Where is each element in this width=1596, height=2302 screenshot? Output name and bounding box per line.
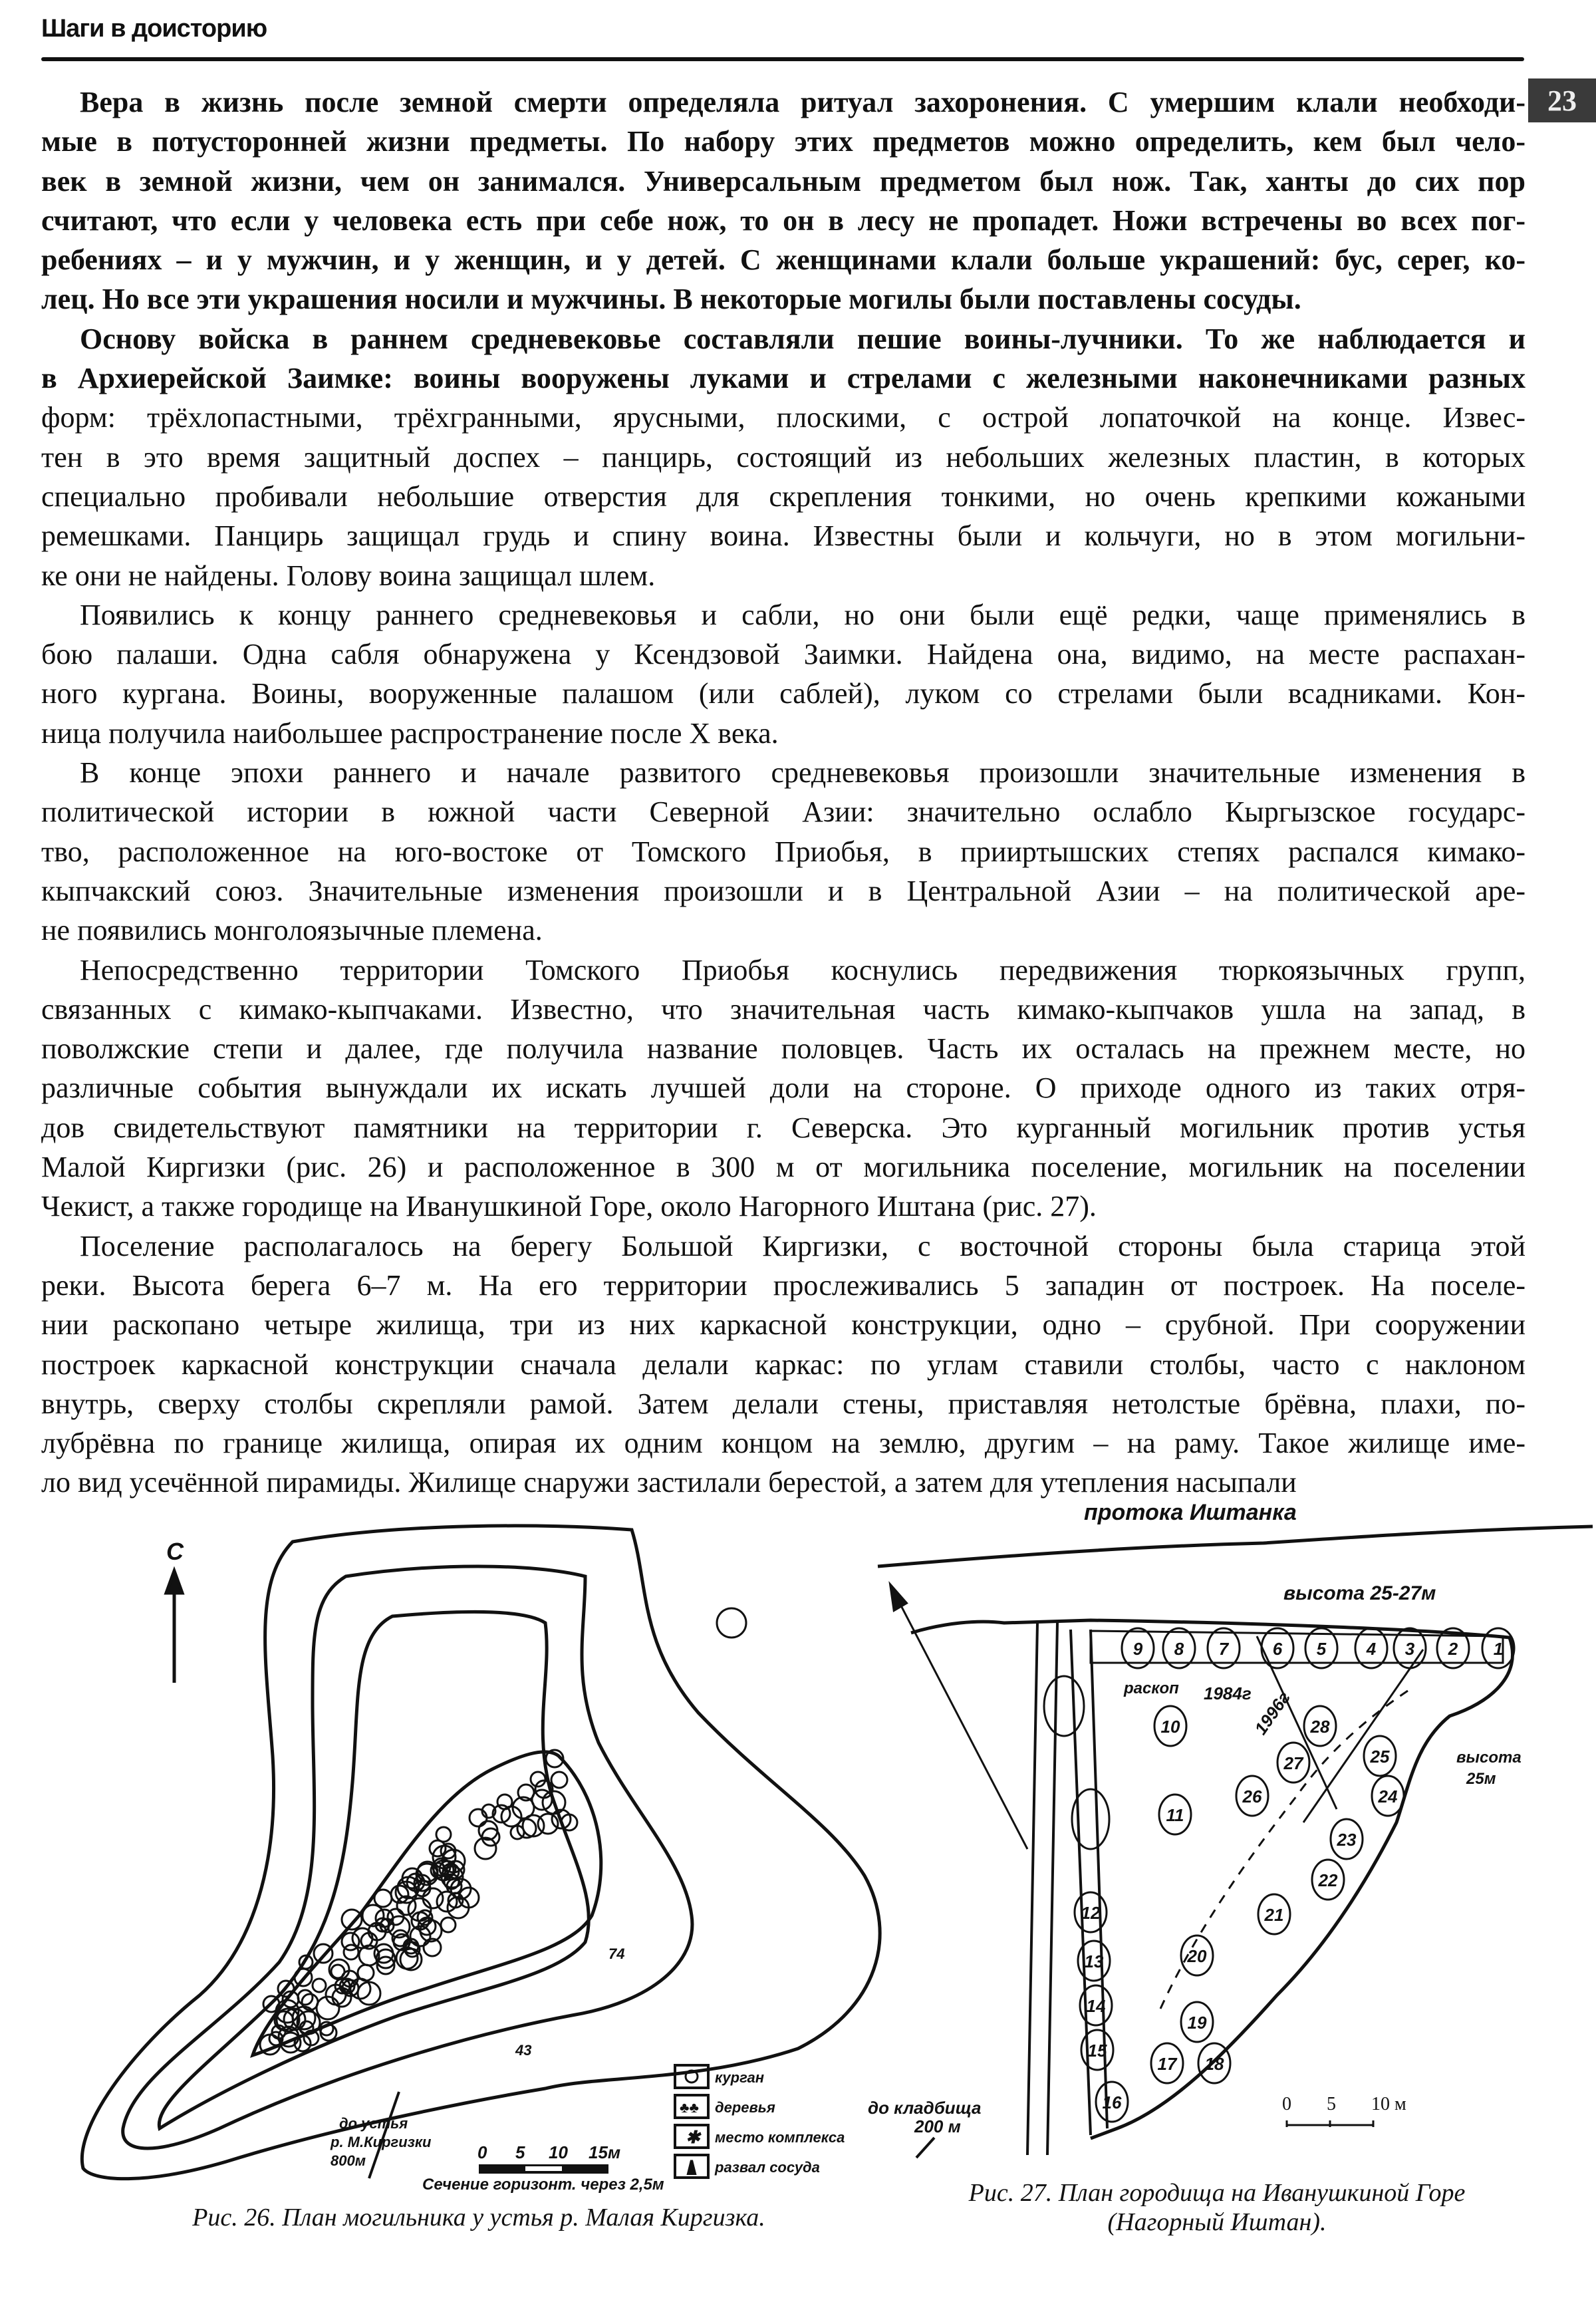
text-line: форм: трёхлопастными, трёхгранными, ярусными, плоскими, с острой лопаточкой на конце. Извес-: [41, 401, 1526, 434]
text-line: Основу войска в раннем средневековье составляли пешие воины-лучники. То же наблюдается и: [80, 322, 1526, 355]
text-line: бою палаши. Одна сабля обнаружена у Ксендзовой Заимки. Найдена она, видимо, на месте распахан-: [41, 638, 1526, 671]
direction-label: р. М.Киргизки: [331, 2134, 432, 2150]
dwelling-number: 22: [1318, 1870, 1338, 1890]
year-label: 1984г: [1204, 1683, 1252, 1703]
dwelling-number: 24: [1378, 1787, 1398, 1806]
text-line: ребениях – и у мужчин, и у женщин, и у детей. С женщинами клали больше украшений: бус, серег, ко-: [41, 243, 1526, 277]
dwelling-number: 3: [1404, 1639, 1415, 1659]
text-line: не появились монголоязычные племена.: [41, 914, 543, 947]
text-line: ного кургана. Воины, вооруженные палашом (или саблей), луком со стрелами были всадниками. Кон-: [41, 677, 1526, 710]
height-label: высота 25-27м: [1283, 1582, 1436, 1604]
text-line: тво, расположенное на юго-востоке от Томского Приобья, в прииртышских степях распался кимако-: [41, 835, 1526, 868]
burial-mound-icon: [313, 1979, 326, 1992]
year-label: 1996г: [1250, 1687, 1295, 1739]
dwelling-number: 21: [1264, 1905, 1284, 1925]
excavation-label: раскоп: [1124, 1679, 1179, 1697]
legend-label: место комплекса: [715, 2129, 845, 2146]
text-line: ремешками. Панцирь защищал грудь и спину воина. Известны были и кольчуги, но в этом могильни-: [41, 519, 1526, 553]
dwelling-number: 23: [1337, 1830, 1357, 1850]
dwelling-number: 2: [1448, 1639, 1458, 1659]
text-line: дов свидетельствуют памятники на территории г. Северска. Это курганный могильник против устья: [41, 1111, 1526, 1144]
burial-mound-icon: [314, 1944, 332, 1963]
caption-line: (Нагорный Иштан).: [1107, 2208, 1327, 2236]
dwelling-number: 19: [1187, 2013, 1207, 2033]
river-label: протока Иштанка: [1084, 1500, 1297, 1525]
burial-mound-icon: [408, 1898, 431, 1921]
text-line: Поселение располагалось на берегу Большой Киргизки, с восточной стороны была старица этой: [80, 1229, 1526, 1262]
text-line: тен в это время защитный доспех – панцирь, состоящий из небольших железных пластин, в которых: [41, 440, 1526, 474]
north-arrowhead-icon: [166, 1571, 182, 1593]
text-line: Непосредственно территории Томского Приобья коснулись передвижения тюркоязычных групп,: [80, 953, 1526, 986]
text-line: Вера в жизнь после земной смерти определяла ритуал захоронения. С умершим клали необходи-: [80, 86, 1526, 118]
elevation-label: 43: [515, 2042, 532, 2059]
caption-line: Рис. 27. План городища на Иванушкиной Горе: [968, 2179, 1466, 2207]
burial-mound-icon: [423, 1888, 443, 1908]
text-line: мые в потусторонней жизни предметы. По набору этих предметов можно определить, кем был чело-: [41, 125, 1526, 158]
svg-text:♣♣: ♣♣: [680, 2099, 699, 2116]
dwelling-number: 28: [1310, 1717, 1330, 1737]
cemetery-label: 200 м: [914, 2116, 961, 2136]
text-line: лец. Но все эти украшения носили и мужчины. В некоторые могилы были поставлены сосуды.: [41, 283, 1301, 316]
burial-mound-icon: [436, 1827, 451, 1842]
burial-mound-icon: [551, 1772, 567, 1788]
text-line: реки. Высота берега 6–7 м. На его территории прослеживались 5 западин от построек. На поселе-: [41, 1268, 1526, 1302]
text-line: кыпчакский союз. Значительные изменения произошли и в Центральной Азии – на политической аре-: [41, 874, 1526, 907]
text-line: ница получила наибольшее распространение после X века.: [41, 716, 779, 750]
text-line: различные события вынуждали их искать лучшей доли на стороне. О приходе одного из таких отря-: [41, 1072, 1526, 1105]
burial-mound-icon: [475, 1838, 496, 1859]
north-label: С: [166, 1538, 184, 1565]
dwelling-number: 6: [1272, 1639, 1283, 1659]
scale-tick-label: 10: [549, 2142, 568, 2162]
figure-26-caption: Рис. 26. План могильника у устья р. Малая Киргизка.: [192, 2204, 765, 2231]
burial-mound-icon: [321, 2025, 336, 2041]
dwelling-number: 26: [1242, 1787, 1262, 1806]
text-line: век в земной жизни, чем он занимался. Универсальным предметом был нож. Так, ханты до сих пор: [41, 164, 1526, 198]
direction-label: 800м: [331, 2152, 366, 2169]
text-line: политической истории в южной части Северной Азии: значительно ослабло Кыргызское государс-: [41, 795, 1526, 829]
burial-mound-icon: [441, 1918, 456, 1932]
scale-bar-segment: [525, 2166, 562, 2171]
scale-tick-label: 15м: [589, 2142, 621, 2162]
dwelling-number: 18: [1204, 2054, 1224, 2074]
text-line: построек каркасной конструкции сначала делали каркас: по углам ставили столбы, часто с наклоном: [41, 1348, 1526, 1381]
height-label: высота: [1456, 1749, 1522, 1767]
dwelling-number: 15: [1087, 2041, 1107, 2061]
scale-tick-label: 5: [1327, 2094, 1336, 2114]
legend: [675, 2065, 845, 2178]
tree-icon: [717, 1608, 746, 1638]
burial-mound-icon: [342, 1910, 362, 1930]
dwelling-number: 17: [1157, 2054, 1177, 2074]
figure-27-hillfort-plan: [868, 1500, 1593, 2158]
text-line: ло вид усечённой пирамиды. Жилище снаружи застилали берестой, а затем для утепления насыпали: [41, 1466, 1297, 1499]
north-arrowhead-icon: [891, 1586, 906, 1610]
pit: [1044, 1676, 1084, 1736]
contour-interval-note: Сечение горизонт. через 2,5м: [422, 2176, 664, 2194]
dwelling-number: 5: [1316, 1639, 1327, 1659]
text-line: считают, что если у человека есть при себе нож, то он в лесу не пропадет. Ножи встречены во всех пог-: [41, 204, 1526, 237]
scale-bar: [1287, 2120, 1373, 2127]
legend-label: развал сосуда: [715, 2159, 820, 2176]
river-line: [878, 1526, 1593, 1566]
figure-27-caption: [884, 2178, 1549, 2237]
page-number: 23: [1528, 78, 1596, 122]
text-line: ке они не найдены. Голову воина защищал шлем.: [41, 559, 656, 592]
dwelling-number: 25: [1370, 1747, 1390, 1767]
dwelling-number: 9: [1132, 1639, 1143, 1659]
scale-tick-label: 10 м: [1371, 2094, 1406, 2114]
text-line: внутрь, сверху столбы скрепляли рамой. Затем делали стены, приставляя нетолстые брёвна, плахи, по-: [41, 1387, 1526, 1420]
dwelling-number: 7: [1218, 1639, 1229, 1659]
cemetery-arrow-icon: [916, 2138, 934, 2158]
dwelling-number: 1: [1493, 1639, 1504, 1659]
text-line: Чекист, а также городище на Иванушкиной Горе, около Нагорного Иштана (рис. 27).: [41, 1190, 1097, 1223]
dwelling-number: 27: [1283, 1753, 1303, 1773]
dwelling-number: 20: [1187, 1946, 1207, 1966]
legend-label: курган: [715, 2069, 765, 2086]
cemetery-label: до кладбища: [868, 2098, 982, 2118]
text-line: специально пробивали небольшие отверстия для скрепления тонкими, но очень крепкими кожаными: [41, 480, 1526, 513]
dwelling-number: 13: [1084, 1951, 1104, 1971]
dwelling-number: 8: [1174, 1639, 1184, 1659]
running-title: Шаги в доисторию: [41, 15, 267, 43]
dwelling-number: 14: [1086, 1996, 1106, 2016]
text-line: Появились к концу раннего средневековья и сабли, но они были ещё редки, чаще применялись в: [80, 598, 1526, 631]
text-line: поволжские степи и далее, где получила название половцев. Часть их осталась на прежнем месте, но: [41, 1032, 1526, 1066]
dwelling-number: 4: [1366, 1639, 1377, 1659]
dwelling-number: 16: [1102, 2092, 1122, 2112]
burial-mound-icon: [538, 1814, 558, 1834]
svg-text:✱: ✱: [686, 2127, 700, 2147]
north-arrow-icon: [894, 1593, 1027, 1849]
text-line: Малой Киргизки (рис. 26) и расположенное в 300 м от могильника поселение, могильник на поселении: [41, 1151, 1526, 1184]
road-lines: [1027, 1623, 1107, 2155]
burial-mound-icon: [469, 1809, 487, 1826]
text-line: В конце эпохи раннего и начале развитого средневековья произошли значительные изменения в: [80, 756, 1526, 790]
scale-tick-label: 0: [477, 2142, 487, 2162]
scale-tick-label: 5: [515, 2142, 525, 2162]
scale-tick-label: 0: [1282, 2094, 1291, 2114]
dwelling-number: 10: [1160, 1717, 1180, 1737]
direction-label: до устья: [339, 2115, 408, 2132]
elevation-label: 74: [608, 1945, 625, 1962]
text-line: связанных с кимако-кыпчаками. Известно, что значительная часть кимако-кыпчаков ушла на запад, в: [41, 992, 1526, 1026]
burial-mound-icon: [374, 1890, 392, 1907]
dwelling-number: 11: [1166, 1805, 1184, 1825]
text-line: лубрёвна по границе жилища, опирая их одним концом на землю, другим – на раму. Такое жилище име-: [41, 1427, 1526, 1460]
legend-label: деревья: [715, 2099, 775, 2116]
dwelling-number: 12: [1081, 1903, 1101, 1923]
text-line: нии раскопано четыре жилища, три из них каркасной конструкции, одно – срубной. При сооружении: [41, 1308, 1526, 1342]
figure-26-burial-plan: [82, 1526, 880, 2194]
burial-mound-icon: [342, 1933, 359, 1950]
burial-mound-icon: [298, 1990, 313, 2005]
text-line: в Архиерейской Заимке: воины вооружены луками и стрелами с железными наконечниками разных: [41, 362, 1526, 395]
height-label: 25м: [1466, 1770, 1496, 1788]
